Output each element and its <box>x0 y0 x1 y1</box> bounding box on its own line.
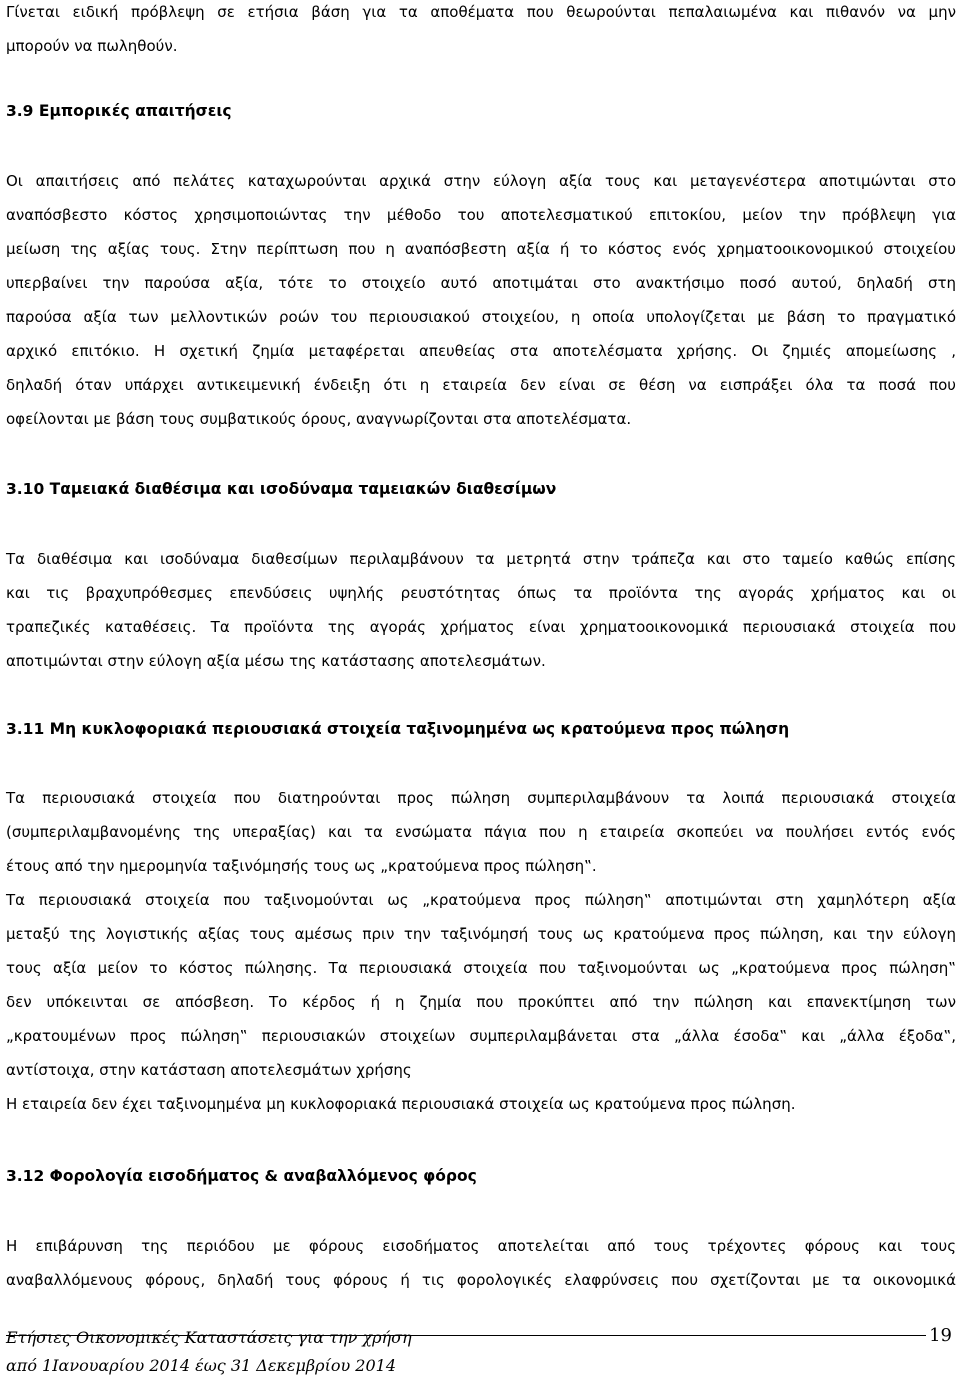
text-line: Η εταιρεία δεν έχει ταξινομημένα μη κυκλοφοριακά περιουσιακά στοιχεία ως κρατούμενα προς πώληση. <box>6 1095 796 1113</box>
text-line: αντίστοιχα, στην κατάσταση αποτελεσμάτων χρήσης <box>6 1061 412 1079</box>
text-line: Τα περιουσιακά στοιχεία που διατηρούνται προς πώληση συμπεριλαμβάνουν τα λοιπά περιουσιακά στοιχεία <box>6 789 956 807</box>
intro-paragraph <box>6 0 956 63</box>
section-3-12-paragraph <box>6 1229 956 1297</box>
section-3-10-paragraph <box>6 542 956 678</box>
text-line: Τα διαθέσιμα και ισοδύναμα διαθεσίμων περιλαμβάνουν τα μετρητά στην τράπεζα και στο ταμείο καθώς επίσης <box>6 550 956 568</box>
text-line: αποτιμώνται στην εύλογη αξία μέσω της κατάστασης αποτελεσμάτων. <box>6 652 546 670</box>
text-line: μεταξύ της λογιστικής αξίας τους αμέσως πριν την ταξινόμησή τους ως κρατούμενα προς πώληση, και την εύλογη <box>6 925 956 943</box>
text-line: τραπεζικές καταθέσεις. Τα προϊόντα της αγοράς χρήματος είναι χρηματοοικονομικά περιουσιακά στοιχεία που <box>6 618 956 636</box>
text-line: μείωση της αξίας τους. Στην περίπτωση που η αναπόσβεστη αξία ή το κόστος ενός χρηματοοικονομικού στοιχείου <box>6 240 956 258</box>
section-3-9-paragraph <box>6 164 956 436</box>
text-line: αναπόσβεστο κόστος χρησιμοποιώντας την μέθοδο του αποτελεσματικού επιτοκίου, μείον την πρόβλεψη για <box>6 206 956 224</box>
section-3-11-paragraph <box>6 781 956 1121</box>
text-line: μπορούν να πωληθούν. <box>6 37 178 55</box>
text-line: και τις βραχυπρόθεσμες επενδύσεις υψηλής ρευστότητας όπως τα προϊόντα της αγοράς χρήματος και οι <box>6 584 956 602</box>
text-line: αρχικό επιτόκιο. Η σχετική ζημία μεταφέρεται απευθείας στα αποτελέσματα χρήσης. Οι ζημιές απομείωσης , <box>6 342 956 360</box>
text-line: παρούσα αξία των μελλοντικών ροών του περιουσιακού στοιχείου, η οποία υπολογίζεται με βάση το πραγματικό <box>6 308 956 326</box>
section-heading-3-12: 3.12 Φορολογία εισοδήματος & αναβαλλόμενος φόρος <box>6 1167 477 1185</box>
text-line: δηλαδή όταν υπάρχει αντικειμενική ένδειξη ότι η εταιρεία δεν είναι σε θέση να εισπράξει όλα τα ποσά που <box>6 376 956 394</box>
text-line: έτους από την ημερομηνία ταξινόμησής τους ως „κρατούμενα προς πώληση‟. <box>6 857 597 875</box>
text-line: Η επιβάρυνση της περιόδου με φόρους εισοδήματος αποτελείται από τους τρέχοντες φόρους και τους <box>6 1237 956 1255</box>
text-line: Γίνεται ειδική πρόβλεψη σε ετήσια βάση για τα αποθέματα που θεωρούνται πεπαλαιωμένα και πιθανόν να μην <box>6 3 956 21</box>
footer-divider <box>6 1335 926 1336</box>
section-heading-3-9: 3.9 Εμπορικές απαιτήσεις <box>6 102 232 120</box>
section-heading-3-10: 3.10 Ταμειακά διαθέσιμα και ισοδύναμα ταμειακών διαθεσίμων <box>6 480 557 498</box>
footer-title-line-1: Ετήσιες Οικονομικές Καταστάσεις για την χρήση <box>6 1328 412 1347</box>
section-heading-3-11: 3.11 Μη κυκλοφοριακά περιουσιακά στοιχεία ταξινομημένα ως κρατούμενα προς πώληση <box>6 720 790 738</box>
text-line: υπερβαίνει την παρούσα αξία, τότε το στοιχείο αυτό αποτιμάται στο ανακτήσιμο ποσό αυτού, δηλαδή στη <box>6 274 956 292</box>
text-line: αναβαλλόμενους φόρους, δηλαδή τους φόρους ή τις φορολογικές ελαφρύνσεις που σχετίζονται με τα οικονομικά <box>6 1271 956 1289</box>
text-line: δεν υπόκεινται σε απόσβεση. Το κέρδος ή η ζημία που προκύπτει από την πώληση και επανεκτίμηση των <box>6 993 956 1011</box>
text-line: Τα περιουσιακά στοιχεία που ταξινομούνται ως „κρατούμενα προς πώληση‟ αποτιμώνται στη χαμηλότερη αξία <box>6 891 956 909</box>
footer-title-line-2: από 1Ιανουαρίου 2014 έως 31 Δεκεμβρίου 2014 <box>6 1356 396 1375</box>
text-line: οφείλονται με βάση τους συμβατικούς όρους, αναγνωρίζονται στα αποτελέσματα. <box>6 410 632 428</box>
text-line: τους αξία μείον το κόστος πώλησης. Τα περιουσιακά στοιχεία που ταξινομούνται ως „κρατούμενα προς πώληση‟ <box>6 959 956 977</box>
text-line: Οι απαιτήσεις από πελάτες καταχωρούνται αρχικά στην εύλογη αξία τους και μεταγενέστερα αποτιμώνται στο <box>6 172 956 190</box>
page-number: 19 <box>929 1325 952 1346</box>
text-line: (συμπεριλαμβανομένης της υπεραξίας) και τα ενσώματα πάγια που η εταιρεία σκοπεύει να πουλήσει εντός ενός <box>6 823 956 841</box>
text-line: „κρατουμένων προς πώληση‟ περιουσιακών στοιχείων συμπεριλαμβάνεται στα „άλλα έσοδα‟ και „άλλα έξοδα‟, <box>6 1027 956 1045</box>
